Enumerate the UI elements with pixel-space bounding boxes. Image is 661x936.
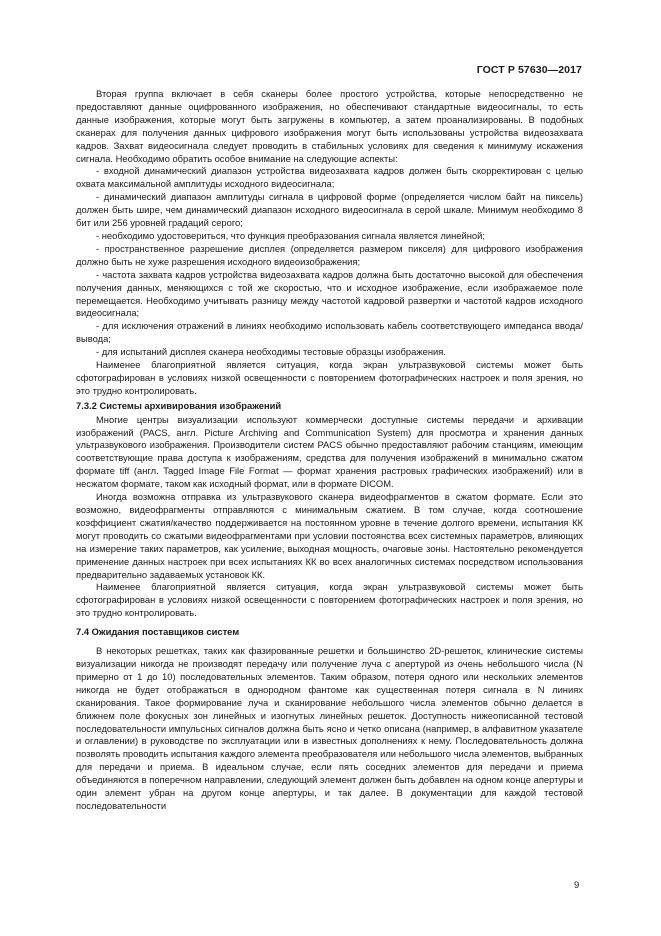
list-item: - для исключения отражений в линиях необходимо использовать кабель соответствующего импеданса ввода/вывода; bbox=[76, 320, 583, 345]
list-item: - пространственное разрешение дисплея (определяется размером пикселя) для цифрового изображения должно быть не хуже разрешения исходного видеоизображения; bbox=[76, 242, 583, 267]
section-heading-7-4: 7.4 Ожидания поставщиков систем bbox=[76, 626, 240, 638]
page-content bbox=[76, 88, 583, 813]
standard-code-header: ГОСТ Р 57630—2017 bbox=[476, 64, 582, 76]
list-item: - частота захвата кадров устройства видеозахвата кадров должна быть достаточно высокой для обеспечения получения данных, меняющихся с той же скоростью, что и исходное изображение, если изображаемое поле перемещается. Необходимо учитывать разницу между частотой кадровой развертки и частотой кадров исходного видеосигнала; bbox=[76, 268, 583, 319]
paragraph: Многие центры визуализации используют коммерчески доступные системы передачи и архивации изображений (PACS, англ. Picture Archiving and Communication System) для просмотра и хранения данных ультразвукового изображения. Производители систем PACS обычно предоставляют рабочим станциям, имеющим соответствующие права доступа к изображениям, средства для получения изображений в минимально сжатом формате tiff (англ. Tagged Image File Format — формат хранения растровых графических изображений) или в несжатом формате, таком как исходный формат, или в формате DICOM. bbox=[76, 413, 583, 490]
paragraph: Вторая группа включает в себя сканеры более простого устройства, которые непосредственно не предоставляют данные оцифрованного изображения, но обеспечивают стандартные видеосигналы, то есть данные изображения, которые могут быть загружены в компьютер, а затем проанализированы. В подобных сканерах для получения данных цифрового изображения могут быть использованы устройства видеозахвата кадров. Захват видеосигнала следует проводить в стабильных условиях для сведения к минимуму искажения сигнала. Необходимо обратить особое внимание на следующие аспекты: bbox=[76, 88, 583, 164]
paragraph: Иногда возможна отправка из ультразвукового сканера видеофрагментов в сжатом формате. Если это возможно, видеофрагменты отправляются с минимальным сжатием. В том случае, когда соотношение коэффициент сжатия/качество поддерживается на постоянном уровне в течение долгого времени, испытания КК могут проводить со сжатыми видеофрагментами при условии постоянства всех системных параметров, влияющих на измерение таких параметров, как усиление, выходная мощность, очаговые зоны. Настоятельно рекомендуется применение данных настроек при всех испытаниях КК во всех аналогичных системах посредством использования предварительно задаваемых установок КК. bbox=[76, 491, 583, 580]
list-item: - для испытаний дисплея сканера необходимы тестовые образцы изображения. bbox=[96, 346, 446, 358]
list-item: - входной динамический диапазон устройства видеозахвата кадров должен быть скорректирован с целью охвата максимальной амплитуды исходного видеосигнала; bbox=[76, 165, 583, 190]
paragraph: В некоторых решетках, таких как фазированные решетки и большинство 2D-решеток, клинические системы визуализации никогда не производят передачу или получение луча с апертурой из очень небольшого числа (N примерно от 1 до 10) последовательных элементов. Таким образом, потеря одного или нескольких элементов никогда не будет отображаться в однородном фантоме как существенная потеря сигнала в N линиях сканирования. Такое формирование луча и сканирование небольшого числа элементов обычно делается в ближнем поле фокусных зон линейных и изогнутых линейных решеток. Доступность нижеописанной тестовой последовательности импульсных сигналов должна быть ясно и четко описана (например, в алфавитном указателе и оглавлении) в руководстве по эксплуатации или в известных дополнениях к нему. Последовательность должна позволять проводить испытания каждого элемента преобразователя или небольшого числа элементов, выбранных для передачи и приема. В идеальном случае, если пять соседних элементов для передачи и приема объединяются в поперечном направлении, следующий элемент должен быть добавлен на одном конце апертуры и один элемент убран на другом конце апертуры, и так далее. В документации для каждой тестовой последовательности bbox=[76, 645, 583, 811]
paragraph: Наименее благоприятной является ситуация, когда экран ультразвуковой системы может быть сфотографирован в условиях низкой освещенности с повторением фотографических настроек и поля зрения, но это трудно контролировать. bbox=[76, 581, 583, 619]
page-number: 9 bbox=[574, 880, 580, 891]
paragraph: Наименее благоприятной является ситуация, когда экран ультразвуковой системы может быть сфотографирован в условиях низкой освещенности с повторением фотографических настроек и поля зрения, но это трудно контролировать. bbox=[76, 359, 583, 396]
list-item: - необходимо удостовериться, что функция преобразования сигнала является линейной; bbox=[96, 229, 485, 241]
section-heading-7-3-2: 7.3.2 Системы архивирования изображений bbox=[76, 399, 282, 411]
list-item: - динамический диапазон амплитуды сигнала в цифровой форме (определяется числом байт на пиксель) должен быть шире, чем динамический диапазон исходного видеосигнала в серой шкале. Минимум необходимо 8 бит или 256 уровней градаций серого; bbox=[76, 191, 583, 229]
